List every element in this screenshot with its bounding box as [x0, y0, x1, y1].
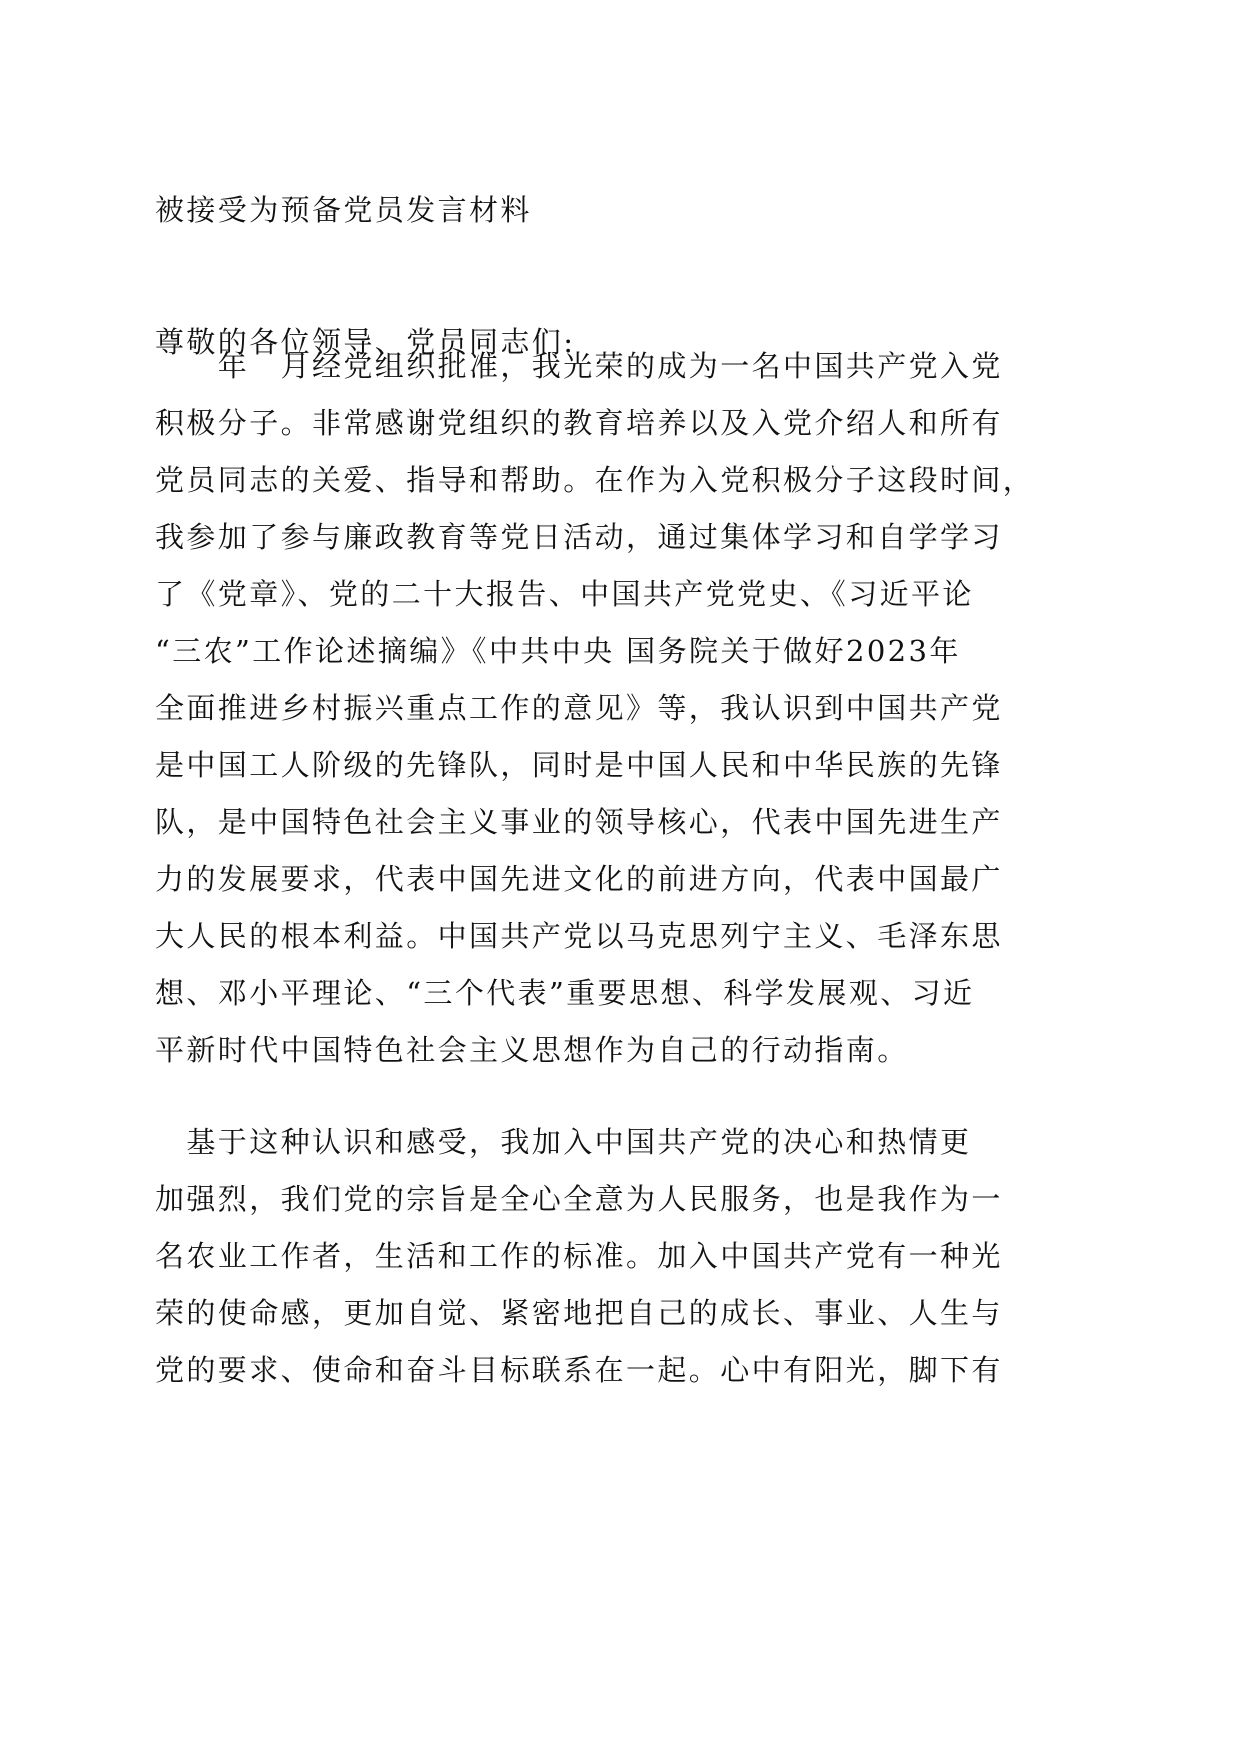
- paragraph-1-line: 年 月经党组织批准，我光荣的成为一名中国共产党入党: [155, 349, 1003, 383]
- paragraph-1-line: 队，是中国特色社会主义事业的领导核心，代表中国先进生产: [155, 805, 1003, 839]
- paragraph-2-line: 基于这种认识和感受，我加入中国共产党的决心和热情更: [155, 1125, 972, 1159]
- paragraph-1-line: 平新时代中国特色社会主义思想作为自己的行动指南。: [155, 1033, 909, 1067]
- document-title: 被接受为预备党员发言材料: [155, 193, 532, 227]
- paragraph-1-line: 力的发展要求，代表中国先进文化的前进方向，代表中国最广: [155, 862, 1003, 896]
- paragraph-2-line: 名农业工作者，生活和工作的标准。加入中国共产党有一种光: [155, 1239, 1003, 1273]
- paragraph-1-line: 积极分子。非常感谢党组织的教育培养以及入党介绍人和所有: [155, 406, 1003, 440]
- paragraph-2-line: 加强烈，我们党的宗旨是全心全意为人民服务，也是我作为一: [155, 1182, 1003, 1216]
- paragraph-1-line: 了《党章》、党的二十大报告、中国共产党党史、《习近平论: [155, 577, 974, 611]
- paragraph-2-line: 党的要求、使命和奋斗目标联系在一起。心中有阳光，脚下有: [155, 1353, 1003, 1387]
- paragraph-2-line: 荣的使命感，更加自觉、紧密地把自己的成长、事业、人生与: [155, 1296, 1003, 1330]
- paragraph-1-line: 我参加了参与廉政教育等党日活动，通过集体学习和自学学习: [155, 520, 1003, 554]
- paragraph-1-line: 大人民的根本利益。中国共产党以马克思列宁主义、毛泽东思: [155, 919, 1003, 953]
- greeting: 尊敬的各位领导、党员同志们:: [155, 325, 576, 359]
- paragraph-1-line: 党员同志的关爱、指导和帮助。在作为入党积极分子这段时间，: [155, 463, 1035, 497]
- paragraph-1-line: 是中国工人阶级的先锋队，同时是中国人民和中华民族的先锋: [155, 748, 1003, 782]
- paragraph-1-line: 全面推进乡村振兴重点工作的意见》等，我认识到中国共产党: [155, 691, 1003, 725]
- paragraph-1-line: “三农”工作论述摘编》《中共中央 国务院关于做好2023年: [155, 634, 961, 668]
- paragraph-1-line: 想、邓小平理论、“三个代表”重要思想、科学发展观、习近: [155, 976, 975, 1010]
